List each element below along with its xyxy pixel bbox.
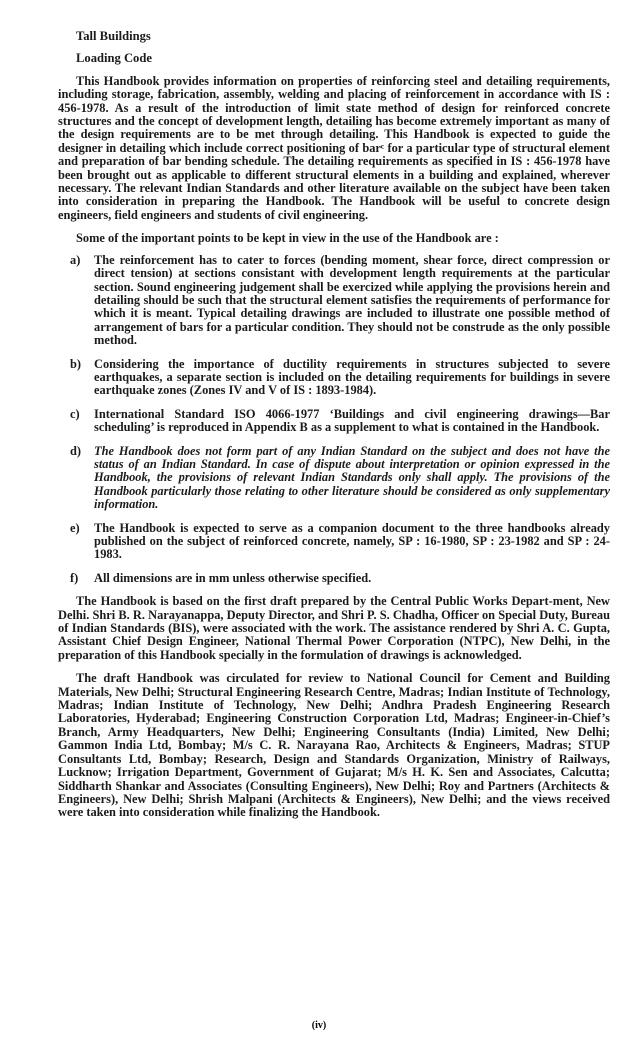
point-f [58, 572, 610, 585]
point-text: International Standard ISO 4066-1977 ‘Buildings and civil engineering drawings—Bar scheduling’ is reproduced in Appendix B as a supplement to what is contained in the Handbook. [94, 406, 610, 435]
point-marker: a) [70, 252, 81, 267]
point-marker: b) [70, 356, 82, 371]
point-text: The Handbook does not form part of any Indian Standard on the subject and does not have the status of an Indian Standard. In case of dispute about interpretation or opinion expressed in the Handbook, the provisions of relevant Indian Standards only shall apply. The provisions of the Handbook particularly those relating to other literature should be considered as only supplementary information. [94, 443, 610, 512]
point-b [58, 358, 610, 398]
points-intro: Some of the important points to be kept in view in the use of the Handbook are : [76, 231, 499, 246]
point-text: All dimensions are in mm unless otherwise specified. [94, 570, 372, 585]
point-text: Considering the importance of ductility requirements in structures subjected to severe earthquakes, a separate section is included on the detailing requirements for buildings in severe earthquake zones (Zones IV and V of IS : 1893-1984). [94, 356, 610, 398]
point-marker: d) [70, 443, 82, 458]
point-marker: e) [70, 520, 80, 535]
review-paragraph: The draft Handbook was circulated for review to National Council for Cement and Building Materials, New Delhi; Structural Engineering Research Centre, Madras; Indian Institute of Technology, Madras; Indian Institute of Technology, New Delhi; Andhra Pradesh Engineering Research Laboratories, Hyderabad; Engineering Construction Corporation Ltd, Madras; Engineer-in-Chief’s Branch, Army Headquarters, New Delhi; Engineering Consultants (India) Limited, New Delhi; Gammon India Ltd, Bombay; M/s C. R. Narayana Rao, Architects & Engineers, Madras; STUP Consultants Ltd, Bombay; Research, Design and Standards Organization, Ministry of Railways, Lucknow; Irrigation Department, Government of Gujarat; M/s H. K. Sen and Associates, Calcutta; Siddharth Shankar and Associates (Consulting Engineers), New Delhi; Roy and Partners (Architects & Engineers), New Delhi; Shrish Malpani (Architects & Engineers), New Delhi; and the views received were taken into consideration while finalizing the Handbook. [58, 671, 610, 820]
point-d [58, 445, 610, 512]
point-c [58, 408, 610, 435]
heading-line-1: Tall Buildings [76, 29, 151, 43]
heading-line-2: Loading Code [76, 51, 152, 66]
point-a [58, 254, 610, 348]
point-text: The reinforcement has to cater to forces (bending moment, shear force, direct compression or direct tension) at sections consistant with development length requirements at the particular section. Sound engineering judgement shall be exercized while applying the provisions herein and detailing should be such that the structural element satisfies the requirements of performance for which it is meant. Typical detailing drawings are included to illustrate one possible method of arrangement of bars for a particular condition. They should not be construde as the only possible method. [94, 252, 610, 348]
acknowledgement-paragraph: The Handbook is based on the first draft prepared by the Central Public Works Depart-ment, New Delhi. Shri B. R. Narayanappa, Deputy Director, and Shri P. S. Chadha, Officer on Special Duty, Bureau of Indian Standards (BIS), were associated with the work. The assistance rendered by Shri A. C. Gupta, Assistant Chief Design Engineer, National Thermal Power Corporation (NTPC), New Delhi, in the preparation of this Handbook specially in the formulation of drawings is acknowledged. [58, 594, 610, 662]
points-list [58, 254, 610, 586]
page-number: (iv) [311, 1020, 327, 1031]
point-text: The Handbook is expected to serve as a companion document to the three handbooks already published on the subject of reinforced concrete, namely, SP : 16-1980, SP : 23-1982 and SP : 24-1983. [94, 520, 610, 562]
intro-paragraph: This Handbook provides information on properties of reinforcing steel and detailing requirements, including storage, fabrication, assembly, welding and placing of reinforcement in accordance with IS : 456-1978. As a result of the introduction of limit state method of design for reinforced concrete structures and the concept of development length, detailing has become extremely important as many of the design requirements are to be met through detailing. This Handbook is expected to guide the designer in detailing which include correct positioning of barᶜ for a particular type of structural element and preparation of bar bending schedule. The detailing requirements as specified in IS : 456-1978 have been brought out as applicable to different structural elements in a building and explained, wherever necessary. The relevant Indian Standards and other literature available on the subject have been taken into consideration in preparing the Handbook. The Handbook will be useful to concrete design engineers, field engineers and students of civil engineering. [58, 73, 610, 222]
point-marker: c) [70, 406, 80, 421]
point-marker: f) [70, 570, 79, 585]
point-e [58, 522, 610, 562]
